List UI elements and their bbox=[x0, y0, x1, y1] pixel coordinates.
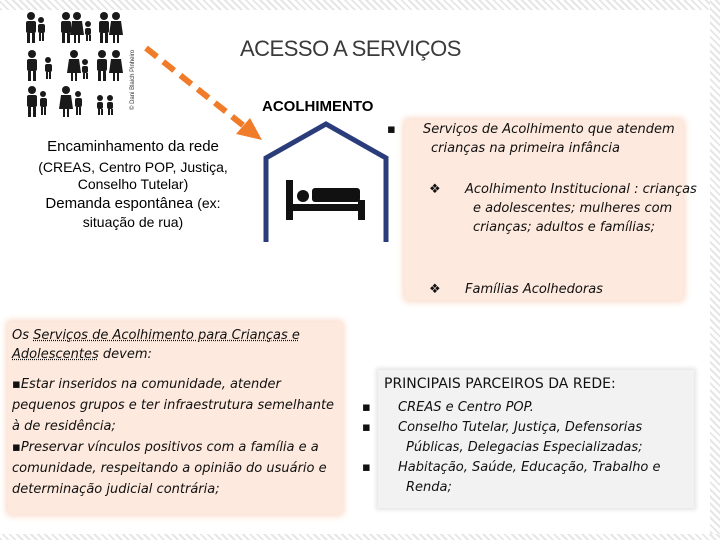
requirements-box bbox=[8, 322, 342, 514]
square-bullet-icon: ▪ bbox=[387, 122, 396, 137]
services-sub-item: ❖ Acolhimento Institucional : crianças e adolescentes; mulheres com crianças; adultos e famílias; bbox=[429, 182, 697, 235]
decorative-border-top bbox=[0, 0, 720, 10]
bed-icon bbox=[286, 180, 365, 220]
family-logo-credit: © Dani Blaich Pinheiro bbox=[130, 49, 136, 110]
page-title: ACESSO A SERVIÇOS bbox=[240, 36, 461, 61]
spontaneous-demand-detail: situação de rua) bbox=[82, 214, 184, 230]
spontaneous-demand-example: (ex: bbox=[197, 195, 221, 211]
decorative-border-right bbox=[710, 0, 720, 540]
referral-institutions: (CREAS, Centro POP, Justiça, Conselho Tutelar) bbox=[38, 159, 228, 192]
requirements-heading: Os Serviços de Acolhimento para Crianças e Adolescentes devem: bbox=[12, 328, 300, 362]
house-icon bbox=[258, 118, 398, 248]
list-item: ▪Preservar vínculos positivos com a família e a comunidade, respeitando a opinião do usuário e determinação judicial contrária; bbox=[12, 440, 327, 497]
partners-heading: PRINCIPAIS PARCEIROS DA REDE: bbox=[384, 376, 616, 392]
referral-line: Encaminhamento da rede bbox=[47, 138, 219, 155]
spontaneous-demand bbox=[12, 195, 254, 212]
diamond-bullet-icon: ❖ bbox=[429, 282, 441, 297]
decorative-border-bottom bbox=[0, 534, 720, 540]
referral-sources bbox=[12, 138, 254, 230]
spontaneous-demand-label: Demanda espontânea bbox=[45, 195, 194, 212]
requirements-list bbox=[12, 374, 342, 500]
partners-list bbox=[362, 398, 690, 498]
services-sub-item: ❖ Famílias Acolhedoras bbox=[429, 282, 603, 297]
services-box bbox=[387, 120, 697, 300]
diamond-bullet-icon: ❖ bbox=[429, 182, 441, 197]
partners-box bbox=[362, 370, 694, 508]
services-bullet: ▪ Serviços de Acolhimento que atendem crianças na primeira infância bbox=[387, 122, 675, 156]
families-icon bbox=[22, 10, 140, 118]
list-item: ▪ Conselho Tutelar, Justiça, Defensorias Públicas, Delegacias Especializadas; bbox=[362, 420, 643, 455]
list-item: ▪ CREAS e Centro POP. bbox=[362, 400, 534, 415]
center-label: ACOLHIMENTO bbox=[262, 98, 374, 115]
list-item: ▪Estar inseridos na comunidade, atender pequenos grupos e ter infraestrutura semelhante à de residência; bbox=[12, 377, 335, 434]
list-item: ▪ Habitação, Saúde, Educação, Trabalho e Renda; bbox=[362, 460, 661, 495]
